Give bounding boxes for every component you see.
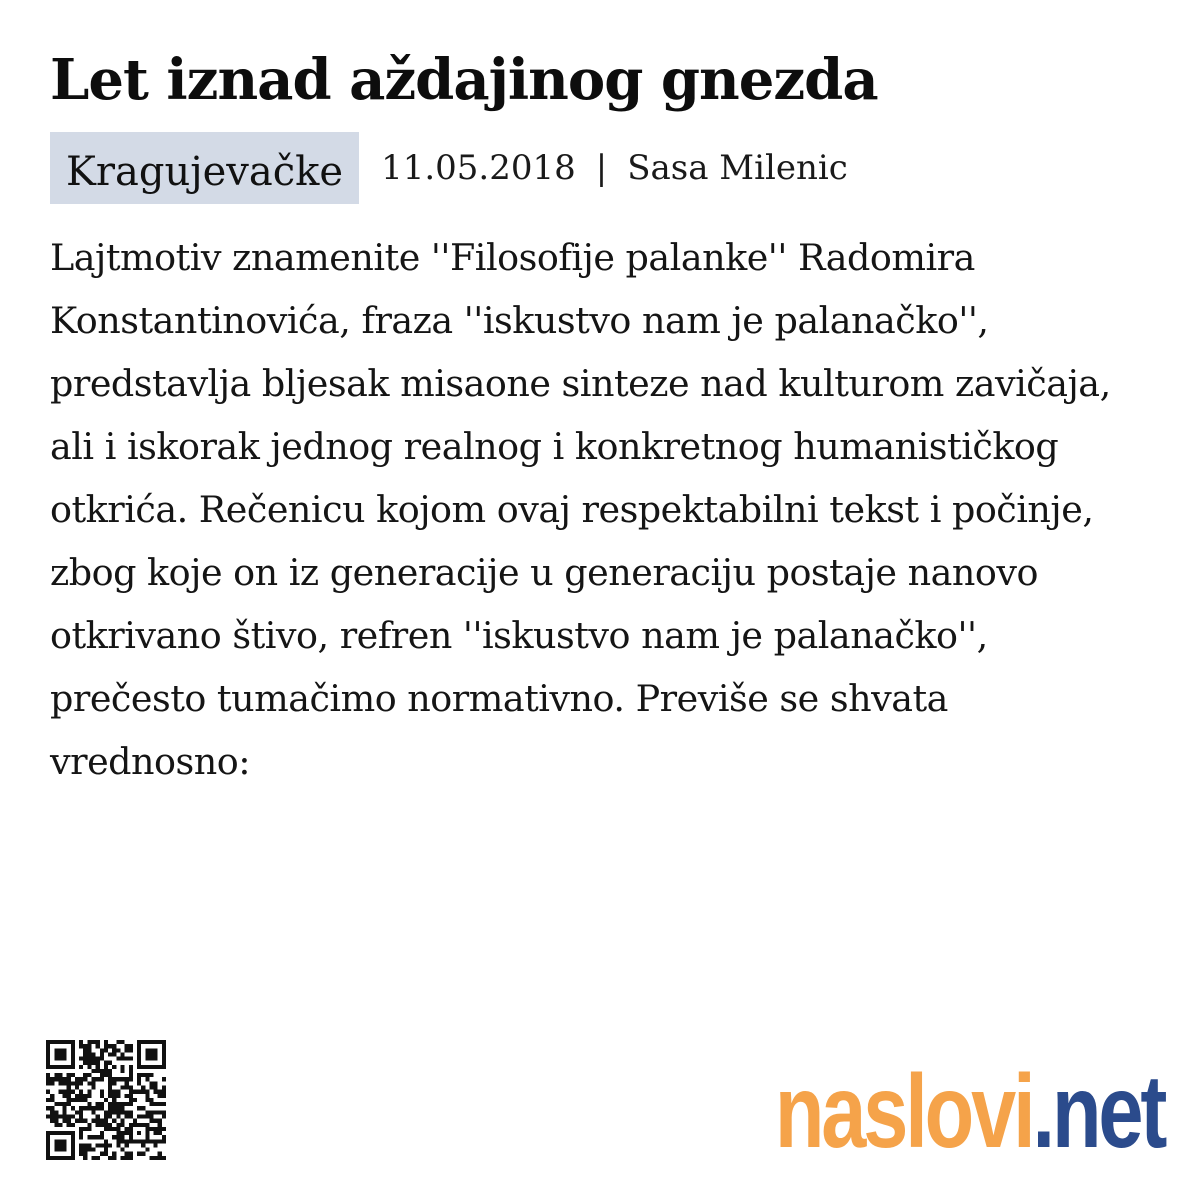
article-card: [50, 40, 1150, 793]
logo-naslovi: naslovi: [774, 1054, 1033, 1170]
naslovi-net-logo[interactable]: [774, 1052, 1164, 1170]
article-author: Sasa Milenic: [627, 148, 848, 188]
category-badge[interactable]: Kragujevačke: [50, 132, 359, 204]
article-meta: [50, 132, 1150, 204]
logo-dot-net: .net: [1032, 1054, 1164, 1170]
article-excerpt: Lajtmotiv znamenite ''Filosofije palanke'' Radomira Konstantinovića, fraza ''iskustvo nam je palanačko'', predstavlja bljesak misaone sinteze nad kulturom zavičaja, ali i iskorak jednog realnog i konkretnog humanističkog otkrića. Rečenicu kojom ovaj respektabilni tekst i počinje, zbog koje on iz generacije u generaciju postaje nanovo otkrivano štivo, refren ''iskustvo nam je palanačko'', prečesto tumačimo normativno. Previše se shvata vrednosno:: [50, 236, 1111, 783]
meta-separator: |: [595, 148, 608, 188]
article-title[interactable]: Let iznad aždajinog gnezda: [50, 47, 878, 113]
qr-code-icon[interactable]: [46, 1038, 166, 1162]
article-date: 11.05.2018: [381, 148, 576, 188]
